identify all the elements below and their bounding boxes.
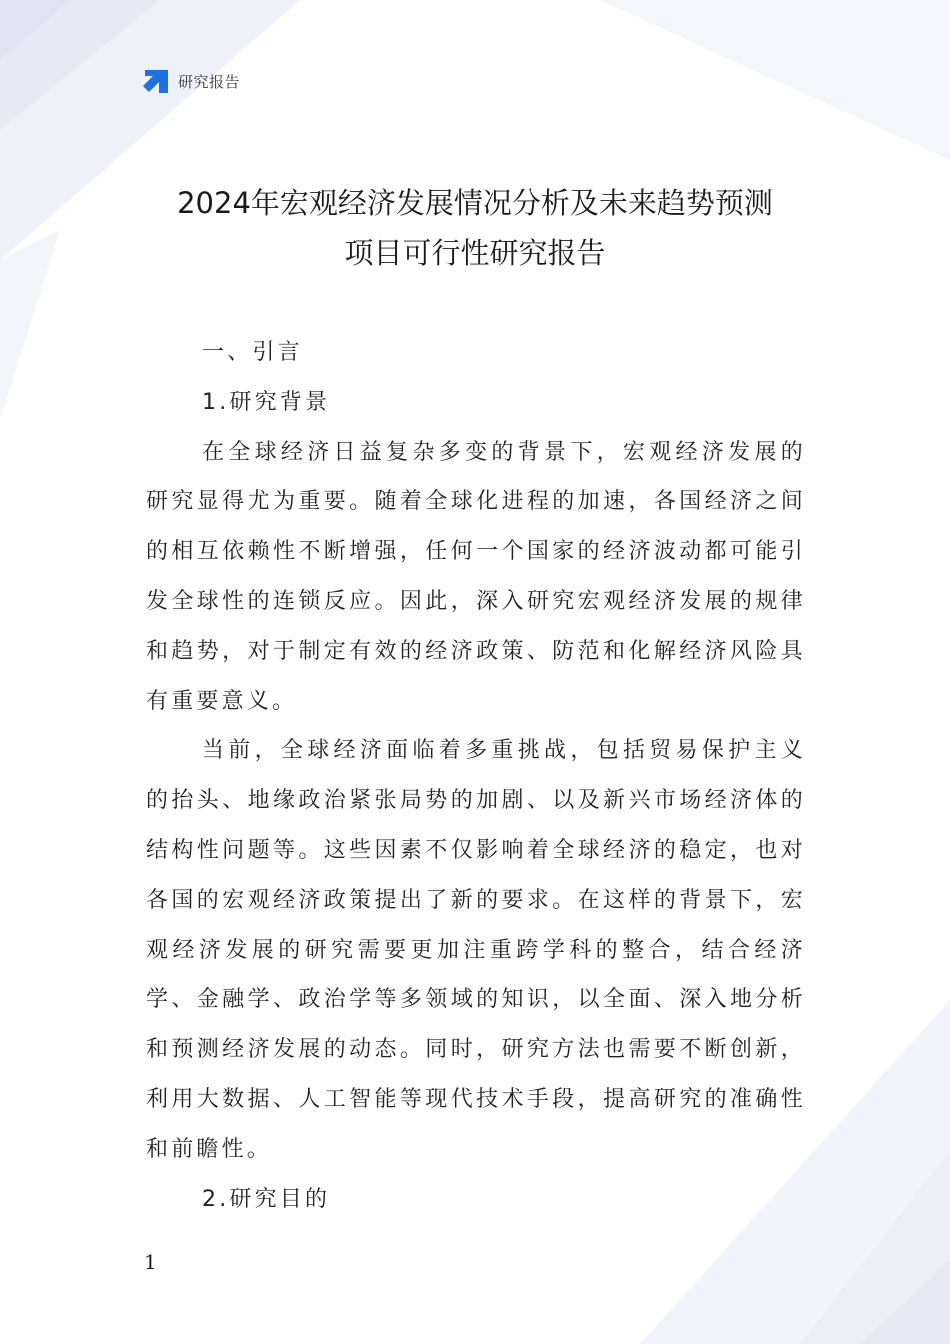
body-paragraph: 在全球经济日益复杂多变的背景下，宏观经济发展的研究显得尤为重要。随着全球化进程的加速，各国经济之间的相互依赖性不断增强，任何一个国家的经济波动都可能引发全球性的连锁反应。因此，深入研究宏观经济发展的规律和趋势，对于制定有效的经济政策、防范和化解经济风险具有重要意义。 [146, 439, 806, 714]
page-number: 1 [144, 1250, 157, 1274]
header-label: 研究报告 [178, 73, 241, 91]
title-line-2: 项目可行性研究报告 [344, 236, 606, 270]
section-heading-introduction: 一、引言 [202, 340, 303, 365]
document-body [146, 328, 806, 1224]
section-heading-research-background: 1.研究背景 [202, 389, 331, 415]
body-paragraph: 当前，全球经济面临着多重挑战，包括贸易保护主义的抬头、地缘政治紧张局势的加剧、以及新兴市场经济体的结构性问题等。这些因素不仅影响着全球经济的稳定，也对各国的宏观经济政策提出了新的要求。在这样的背景下，宏观经济发展的研究需要更加注重跨学科的整合，结合经济学、金融学、政治学等多领域的知识，以全面、深入地分析和预测经济发展的动态。同时，研究方法也需要不断创新，利用大数据、人工智能等现代技术手段，提高研究的准确性和前瞻性。 [146, 738, 806, 1162]
report-header [143, 68, 240, 95]
diagonal-arrow-icon [143, 68, 170, 95]
document-title [0, 178, 950, 278]
title-line-1: 2024年宏观经济发展情况分析及未来趋势预测 [177, 186, 773, 220]
section-heading-research-purpose: 2.研究目的 [202, 1186, 331, 1212]
